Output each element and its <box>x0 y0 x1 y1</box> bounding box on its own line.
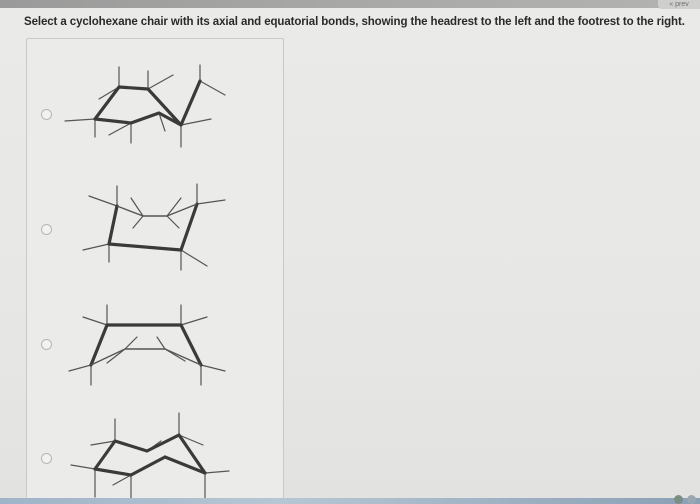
bottom-controls <box>674 494 696 504</box>
chair-diagram-3 <box>61 291 241 395</box>
answer-options-panel <box>26 38 284 504</box>
radio-option-1[interactable] <box>41 109 52 120</box>
answer-option-2[interactable] <box>27 174 283 284</box>
radio-option-3[interactable] <box>41 339 52 350</box>
radio-option-2[interactable] <box>41 224 52 235</box>
question-prompt: Select a cyclohexane chair with its axial and equatorial bonds, showing the headrest to the left and the footrest to the right. <box>24 16 685 28</box>
chair-diagram-1 <box>61 61 241 165</box>
status-dot-icon <box>674 495 683 504</box>
chair-diagram-4 <box>61 401 241 504</box>
chair-diagram-2 <box>61 176 241 280</box>
answer-option-4[interactable] <box>27 399 283 504</box>
bottom-taskbar-strip <box>0 498 700 504</box>
status-dot-icon <box>687 495 696 504</box>
top-toolbar-strip <box>0 0 700 8</box>
answer-option-1[interactable] <box>27 59 283 169</box>
answer-option-3[interactable] <box>27 289 283 399</box>
radio-option-4[interactable] <box>41 453 52 464</box>
prev-button[interactable]: « prev <box>658 0 700 9</box>
